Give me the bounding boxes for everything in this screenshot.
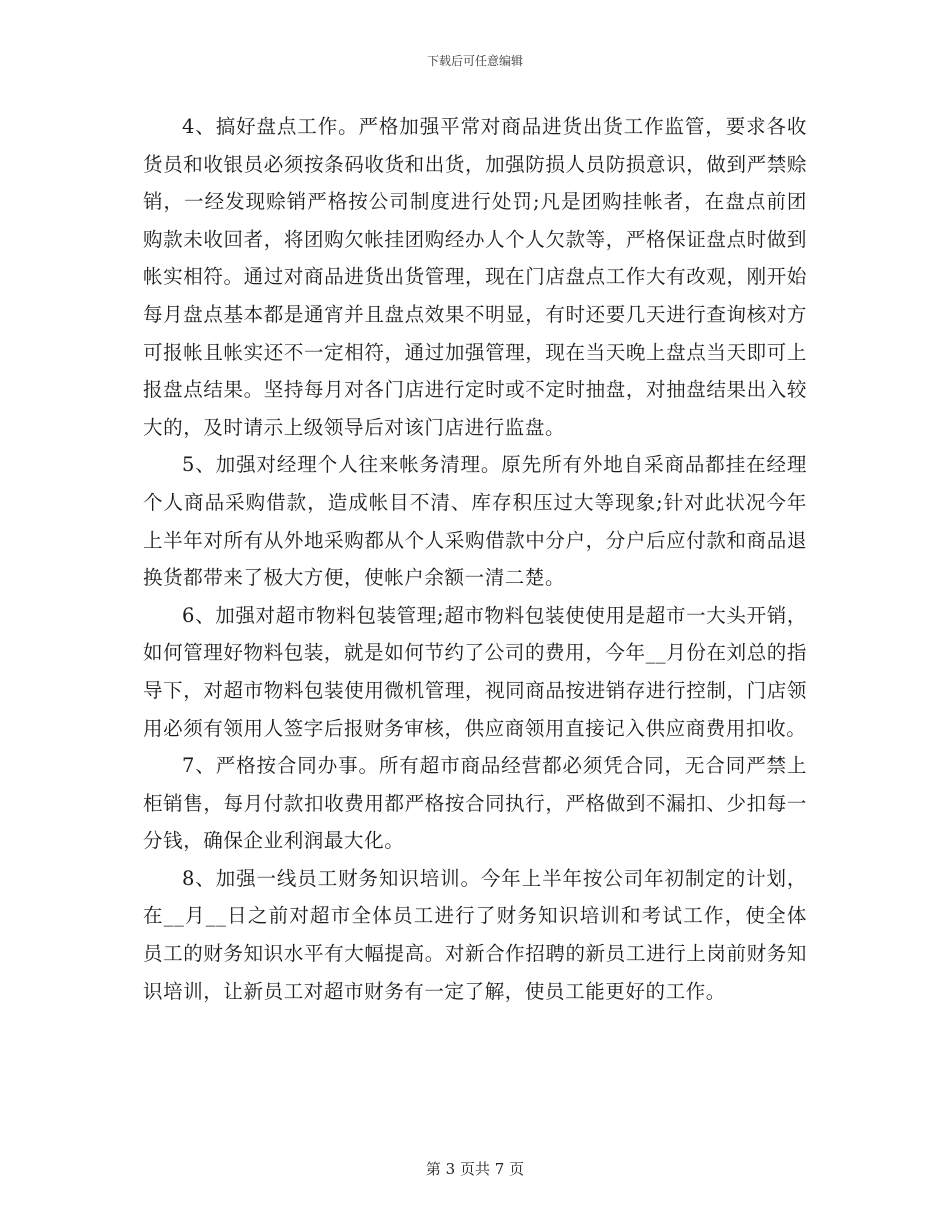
paragraph-5: 5、加强对经理个人往来帐务清理。原先所有外地自采商品都挂在经理个人商品采购借款，造成帐目不清、库存积压过大等现象;针对此状况今年上半年对所有从外地采购都从个人采购借款中分户，分户后应付款和商品退换货都带来了极大方便，使帐户余额一清二楚。 [143, 453, 807, 590]
document-body [143, 108, 807, 1010]
paragraph-4: 4、搞好盘点工作。严格加强平常对商品进货出货工作监管，要求各收货员和收银员必须按条码收货和出货，加强防损人员防损意识，做到严禁赊销，一经发现赊销严格按公司制度进行处罚;凡是团购挂帐者，在盘点前团购款未收回者，将团购欠帐挂团购经办人个人欠款等，严格保证盘点时做到帐实相符。通过对商品进货出货管理，现在门店盘点工作大有改观，刚开始每月盘点基本都是通宵并且盘点效果不明显，有时还要几天进行查询核对方可报帐且帐实还不一定相符，通过加强管理，现在当天晚上盘点当天即可上报盘点结果。坚持每月对各门店进行定时或不定时抽盘，对抽盘结果出入较大的，及时请示上级领导后对该门店进行监盘。 [143, 115, 807, 439]
paragraph-8: 8、加强一线员工财务知识培训。今年上半年按公司年初制定的计划，在__月__日之前对超市全体员工进行了财务知识培训和考试工作，使全体员工的财务知识水平有大幅提高。对新合作招聘的新员工进行上岗前财务知识培训，让新员工对超市财务有一定了解，使员工能更好的工作。 [143, 866, 807, 1003]
paragraph-6: 6、加强对超市物料包装管理;超市物料包装使使用是超市一大头开销，如何管理好物料包装，就是如何节约了公司的费用，今年__月份在刘总的指导下，对超市物料包装使用微机管理，视同商品按进销存进行控制，门店领用必须有领用人签字后报财务审核，供应商领用直接记入供应商费用扣收。 [143, 603, 807, 740]
page-header: 下载后可任意编辑 [426, 54, 523, 68]
paragraph-7: 7、严格按合同办事。所有超市商品经营都必须凭合同，无合同严禁上柜销售，每月付款扣收费用都严格按合同执行，严格做到不漏扣、少扣每一分钱，确保企业利润最大化。 [143, 754, 807, 853]
page-number: 第 3 页共 7 页 [425, 1160, 525, 1178]
